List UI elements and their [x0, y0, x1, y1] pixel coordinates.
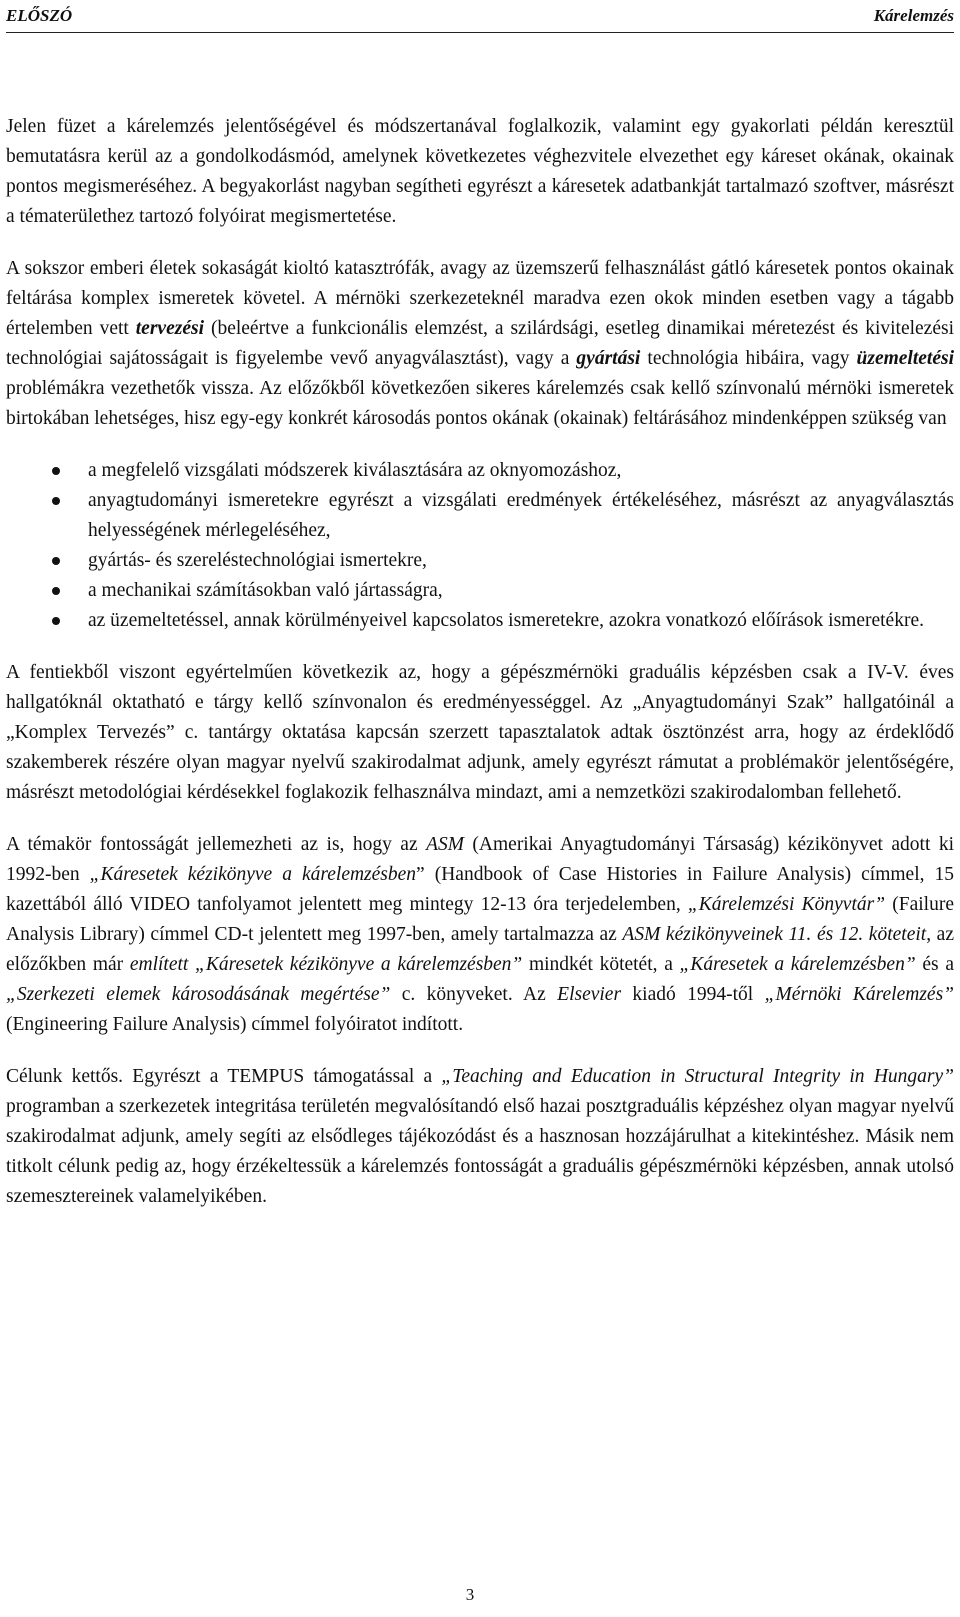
text: Célunk kettős. Egyrészt a TEMPUS támogatással a [6, 1066, 442, 1087]
bullet-icon [52, 467, 60, 475]
running-header [6, 6, 954, 33]
page-number: 3 [465, 1585, 475, 1604]
list-item-text: a megfelelő vizsgálati módszerek kiválasztására az oknyomozáshoz, [88, 460, 622, 481]
text: kiadó 1994-től [621, 984, 765, 1005]
text: mindkét kötetét, a [522, 954, 680, 975]
bullet-icon [52, 617, 60, 625]
header-book-title: Kárelemzés [873, 6, 954, 25]
text: programban a szerkezetek integritása területén megvalósítandó első hazai posztgraduális képzéshez olyan magyar nyelvű szakirodalmat adjunk, amely segíti az elsődleges tájékozódást és a hasznosan hozzájárulhat a kitekintéshez. Másik nem titkolt célunk pedig az, hogy érzékeltessük a kárelemzés fontosságát a graduális gépészmérnöki képzésben, annak utolsó szemesztereinek valamelyikében. [6, 1096, 954, 1207]
text: ” (Handbook of Case Histories in Failure Analysis) címmel, 15 kazettából álló VIDEO tanfolyamot jelentett meg mintegy 12-13 óra terjedelemben, [6, 864, 954, 915]
emphasis-design: tervezési [135, 318, 204, 339]
emphasis: Elsevier [557, 984, 622, 1005]
header-section-title: ELŐSZÓ [6, 6, 73, 25]
paragraph-causes [6, 254, 954, 434]
page-body [6, 112, 954, 1234]
emphasis: „Káresetek kézikönyve a kárelemzésben [89, 864, 417, 885]
emphasis: „Szerkezeti elemek károsodásának megértése” [6, 984, 391, 1005]
bullet-icon [52, 557, 60, 565]
list-item-text: a mechanikai számításokban való jártasságra, [88, 580, 443, 601]
paragraph-education: A fentiekből viszont egyértelműen következik az, hogy a gépészmérnöki graduális képzésben csak a IV-V. éves hallgatóknál oktatható e tárgy kellő színvonalon és eredményességgel. Az „Anyagtudományi Szak” hallgatóinál a „Komplex Tervezés” c. tantárgy oktatása kapcsán szerzett tapasztalatok adtak ösztönzést arra, hogy az érdeklődő szakemberek részére olyan magyar nyelvű szakirodalmat adjunk, amely egyrészt rámutat a problémakör jelentőségére, másrészt metodológiai kérdésekkel foglakozik felhasználva mindazt, ami a nemzetközi szakirodalomban fellehető. [6, 662, 954, 803]
emphasis: „Mérnöki Kárelemzés” [764, 984, 955, 1005]
emphasis: ASM [426, 834, 464, 855]
emphasis: „Kárelemzési Könyvtár” [687, 894, 886, 915]
requirements-list [6, 456, 954, 636]
paragraph-intro: Jelen füzet a kárelemzés jelentőségével és módszertanával foglalkozik, valamint egy gyakorlati példán keresztül bemutatásra kerül az a gondolkodásmód, amelynek következetes véghezvitele elvezethet egy káreset okának, okainak pontos megismeréséhez. A begyakorlást nagyban segítheti egyrészt a káresetek adatbankját tartalmazó szoftver, másrészt a tématerülethez tartozó folyóirat megismertetése. [6, 116, 954, 227]
text: A sokszor emberi életek sokaságát kioltó katasztrófák, avagy az üzemszerű felhasználást gátló káresetek pontos okainak feltárása komplex ismeretek követel. A mérnöki szerkezeteknél maradva ezen okok minden esetben vagy a tágabb értelemben vett [6, 258, 954, 339]
emphasis: ASM kézikönyveinek 11. és 12. köteteit [622, 924, 927, 945]
text: c. könyveket. Az [390, 984, 558, 1005]
bullet-icon [52, 587, 60, 595]
text: (beleértve a funkcionális elemzést, a szilárdsági, esetleg dinamikai méretezést és kivitelezési technológiai sajátosságait is figyelembe vevő anyagválasztást), vagy a [6, 318, 954, 369]
text: (Amerikai Anyagtudományi Társaság) kézikönyvet adott ki 1992-ben [6, 834, 954, 885]
list-item [6, 606, 954, 636]
bullet-icon [52, 497, 60, 505]
emphasis: „Teaching and Education in Structural Integrity in Hungary” [441, 1066, 954, 1087]
list-item [6, 576, 954, 606]
list-item-text: anyagtudományi ismeretekre egyrészt a vizsgálati eredmények értékeléséhez, másrészt az anyagválasztás helyességének mérlegeléséhez, [88, 490, 954, 541]
paragraph-goals [6, 1062, 954, 1212]
text: , az előzőkben már [6, 924, 954, 975]
emphasis-manufacturing: gyártási [576, 348, 641, 369]
text: (Engineering Failure Analysis) címmel folyóiratot indított. [6, 1014, 464, 1035]
list-item [6, 486, 954, 546]
paragraph-asm [6, 830, 954, 1040]
text: technológia hibáira, vagy [640, 348, 857, 369]
text: problémákra vezethetők vissza. Az előzőkből következően sikeres kárelemzés csak kellő színvonalú mérnöki ismeretek birtokában lehetséges, hisz egy-egy konkrét károsodás pontos okának (okainak) feltárásához mindenképpen szükség van [6, 378, 954, 429]
emphasis: „Káresetek a kárelemzésben” [679, 954, 916, 975]
text: és a [915, 954, 954, 975]
text: (Failure Analysis Library) címmel CD-t jelentett meg 1997-ben, amely tartalmazza az [6, 894, 954, 945]
emphasis: említett „Káresetek kézikönyve a kárelemzésben” [129, 954, 523, 975]
list-item [6, 456, 954, 486]
text: A témakör fontosságát jellemezheti az is, hogy az [6, 834, 427, 855]
emphasis-operation: üzemeltetési [856, 348, 954, 369]
list-item [6, 546, 954, 576]
list-item-text: az üzemeltetéssel, annak körülményeivel kapcsolatos ismeretekre, azokra vonatkozó előírások ismeretékre. [88, 610, 924, 631]
list-item-text: gyártás- és szereléstechnológiai ismertekre, [88, 550, 427, 571]
